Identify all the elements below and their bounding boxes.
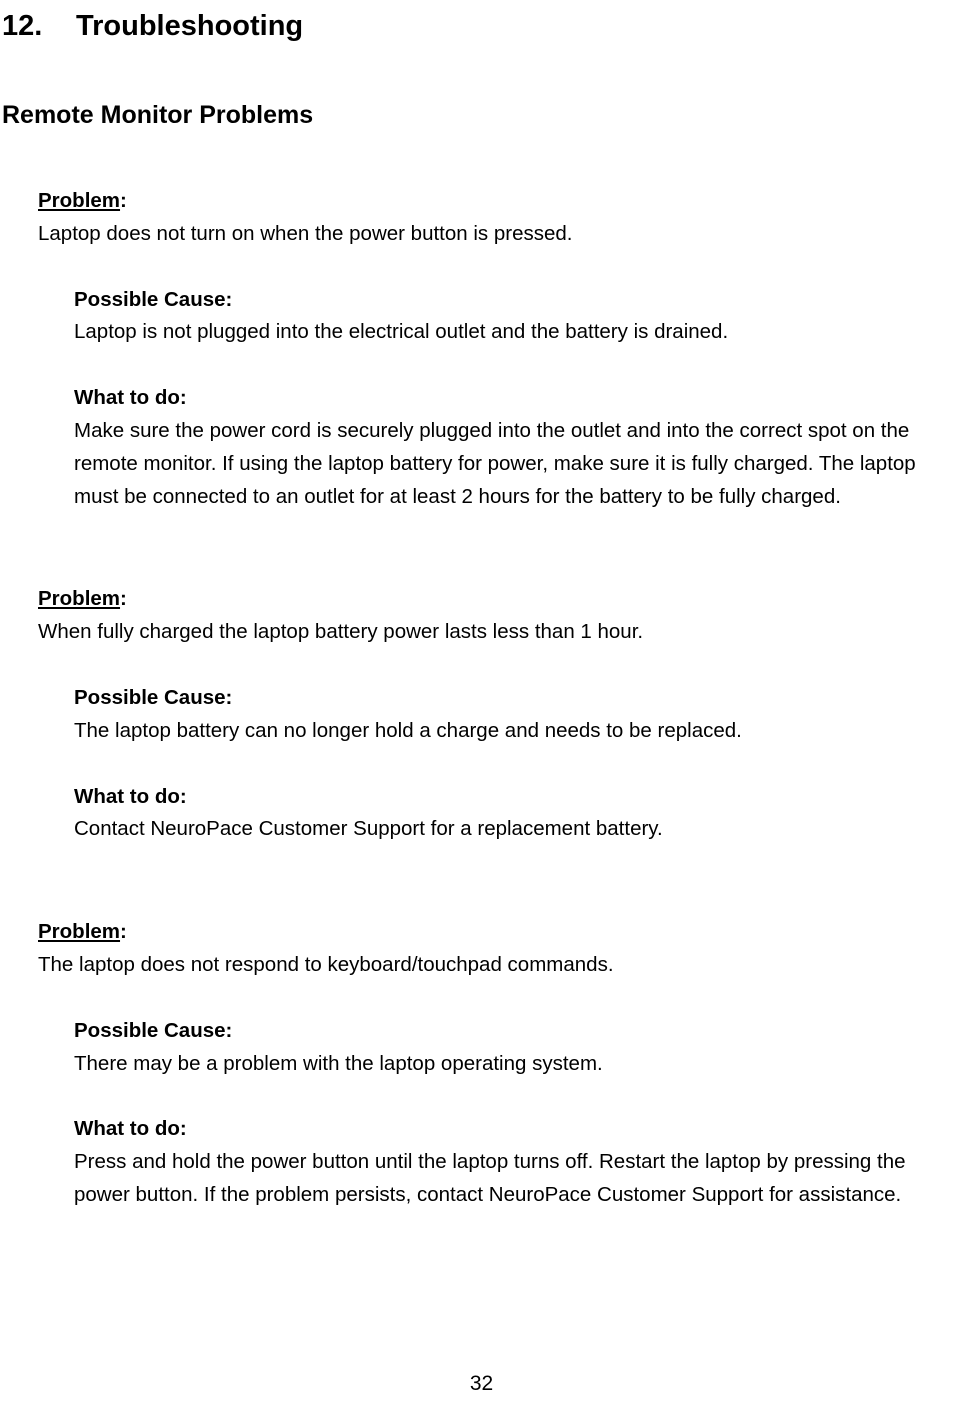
cause-text: Laptop is not plugged into the electrical outlet and the battery is drained.	[74, 320, 729, 344]
cause-text: There may be a problem with the laptop operating system.	[74, 1051, 603, 1075]
problem-text: The laptop does not respond to keyboard/touchpad commands.	[38, 952, 614, 976]
todo-label: What to do:	[74, 784, 187, 808]
subsection-title: Remote Monitor Problems	[2, 101, 314, 129]
what-to-do-section	[38, 382, 961, 513]
section-title: Troubleshooting	[76, 10, 304, 42]
what-to-do-section	[38, 1113, 961, 1211]
possible-cause-section	[38, 682, 961, 748]
problem-block	[2, 916, 961, 1212]
problem-label: Problem:	[38, 920, 127, 944]
cause-text: The laptop battery can no longer hold a charge and needs to be replaced.	[74, 718, 742, 742]
page-title	[2, 10, 961, 43]
todo-label: What to do:	[74, 1117, 187, 1141]
todo-text: Make sure the power cord is securely plugged into the outlet and into the correct spot on the remote monitor. If using the laptop battery for power, make sure it is fully charged. The laptop must be connected to an outlet for at least 2 hours for the battery to be fully charged.	[74, 418, 916, 508]
cause-label: Possible Cause:	[74, 1018, 233, 1042]
cause-label: Possible Cause:	[74, 287, 233, 311]
problem-block	[2, 185, 961, 513]
cause-label: Possible Cause:	[74, 685, 233, 709]
problem-label: Problem:	[38, 587, 127, 611]
problem-block	[2, 583, 961, 846]
todo-label: What to do:	[74, 386, 187, 410]
problem-label: Problem:	[38, 189, 127, 212]
todo-text: Press and hold the power button until the laptop turns off. Restart the laptop by pressing the power button. If the problem persists, contact NeuroPace Customer Support for assistance.	[74, 1150, 906, 1206]
todo-text: Contact NeuroPace Customer Support for a replacement battery.	[74, 817, 663, 841]
problem-text: When fully charged the laptop battery power lasts less than 1 hour.	[38, 620, 644, 644]
page-number: 32	[469, 1372, 494, 1395]
possible-cause-section	[38, 1015, 961, 1081]
what-to-do-section	[38, 781, 961, 847]
problem-text: Laptop does not turn on when the power button is pressed.	[38, 221, 573, 245]
possible-cause-section	[38, 284, 961, 350]
section-number: 12.	[2, 10, 43, 42]
